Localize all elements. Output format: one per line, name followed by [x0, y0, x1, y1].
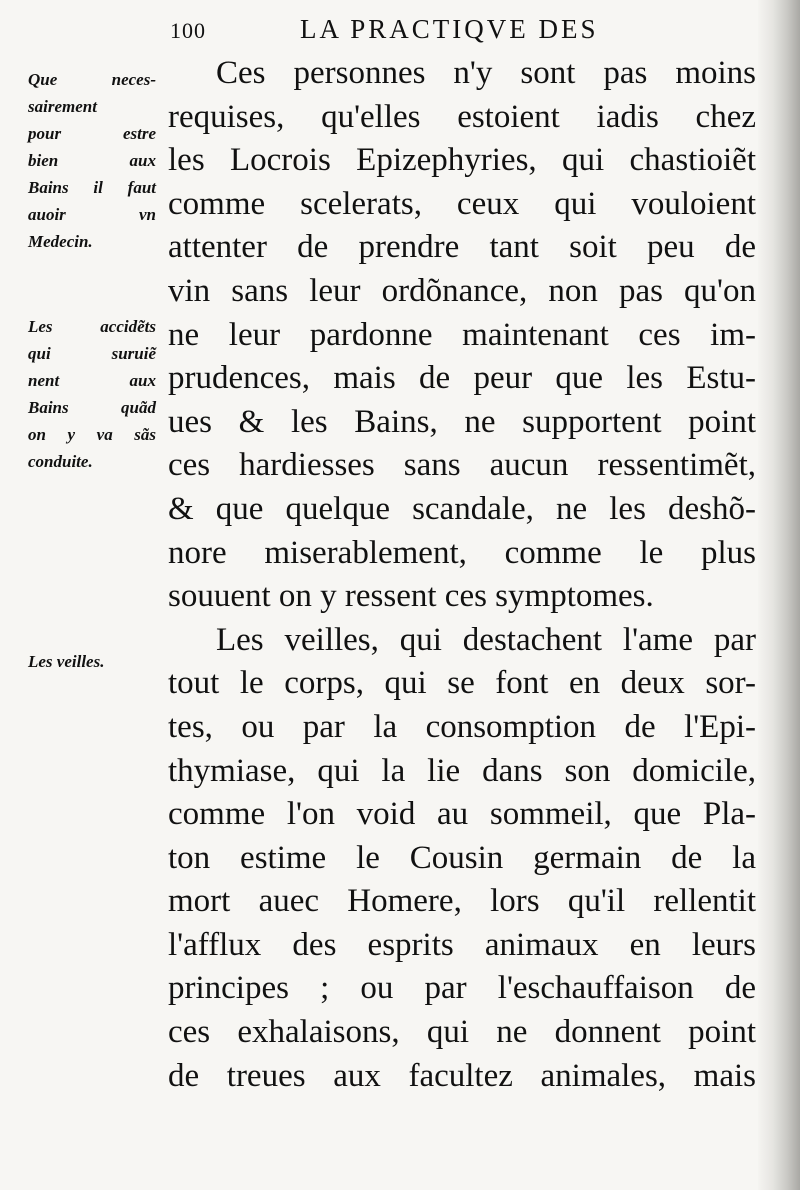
margin-note-line: sairement	[28, 97, 97, 116]
margin-note-veilles	[28, 648, 156, 675]
margin-note-line: Medecin.	[28, 232, 93, 251]
page-number: 100	[170, 18, 206, 43]
text-line: ne leur pardonne maintenant ces im-	[168, 316, 756, 353]
text-line: de treues aux facultez animales, mais	[168, 1057, 756, 1094]
margin-note-line: Bains il faut	[28, 178, 156, 197]
text-line: mort auec Homere, lors qu'il rellentit	[168, 883, 756, 920]
text-line: vin sans leur ordõnance, non pas qu'on	[168, 272, 756, 309]
margin-note-accidents	[28, 313, 156, 475]
margin-note-line: conduite.	[28, 452, 93, 471]
text-line: ton estime le Cousin germain de la	[168, 839, 756, 876]
text-line: Ces personnes n'y sont pas moins	[216, 55, 756, 91]
text-line: les Locrois Epizephyries, qui chastioiẽt	[168, 142, 756, 179]
paragraph-2	[168, 619, 756, 1099]
page-edge-shadow	[758, 0, 800, 1190]
paragraph-1	[168, 52, 756, 619]
margin-note-physician	[28, 66, 156, 255]
text-line: & que quelque scandale, ne les deshõ-	[168, 490, 756, 527]
text-line: requises, qu'elles estoient iadis chez	[168, 98, 756, 135]
page-header	[170, 14, 690, 48]
text-line: nore miserablement, comme le plus	[168, 534, 756, 571]
margin-note-line: on y va sãs	[28, 425, 156, 444]
text-line: prudences, mais de peur que les Estu-	[168, 360, 756, 397]
text-line: ces hardiesses sans aucun ressentimẽt,	[168, 447, 756, 484]
margin-note-line: Bains quãd	[28, 398, 156, 417]
body-text	[168, 52, 756, 1098]
text-line: tout le corps, qui se font en deux sor-	[168, 665, 756, 702]
text-line: comme l'on void au sommeil, que Pla-	[168, 796, 756, 833]
margin-note-line: Que neces-	[28, 70, 156, 89]
text-line: principes ; ou par l'eschauffaison de	[168, 970, 756, 1007]
text-line: thymiase, qui la lie dans son domicile,	[168, 752, 756, 789]
margin-note-line: qui suruiẽ	[28, 344, 156, 363]
text-line: comme scelerats, ceux qui vouloient	[168, 185, 756, 222]
text-line: attenter de prendre tant soit peu de	[168, 229, 756, 266]
margin-note-line: Les veilles.	[28, 652, 105, 671]
text-line: souuent on y ressent ces symptomes.	[168, 578, 654, 615]
margin-note-line: Les accidẽts	[28, 317, 156, 336]
margin-note-line: nent aux	[28, 371, 156, 390]
margin-note-line: pour estre	[28, 124, 156, 143]
text-line: l'afflux des esprits animaux en leurs	[168, 926, 756, 963]
margin-note-line: bien aux	[28, 151, 156, 170]
margin-note-line: auoir vn	[28, 205, 156, 224]
running-head: LA PRACTIQVE DES	[300, 14, 599, 44]
text-line: Les veilles, qui destachent l'ame par	[216, 621, 756, 658]
text-line: tes, ou par la consomption de l'Epi-	[168, 708, 756, 745]
text-line: ces exhalaisons, qui ne donnent point	[168, 1014, 756, 1051]
text-line: ues & les Bains, ne supportent point	[168, 403, 756, 440]
